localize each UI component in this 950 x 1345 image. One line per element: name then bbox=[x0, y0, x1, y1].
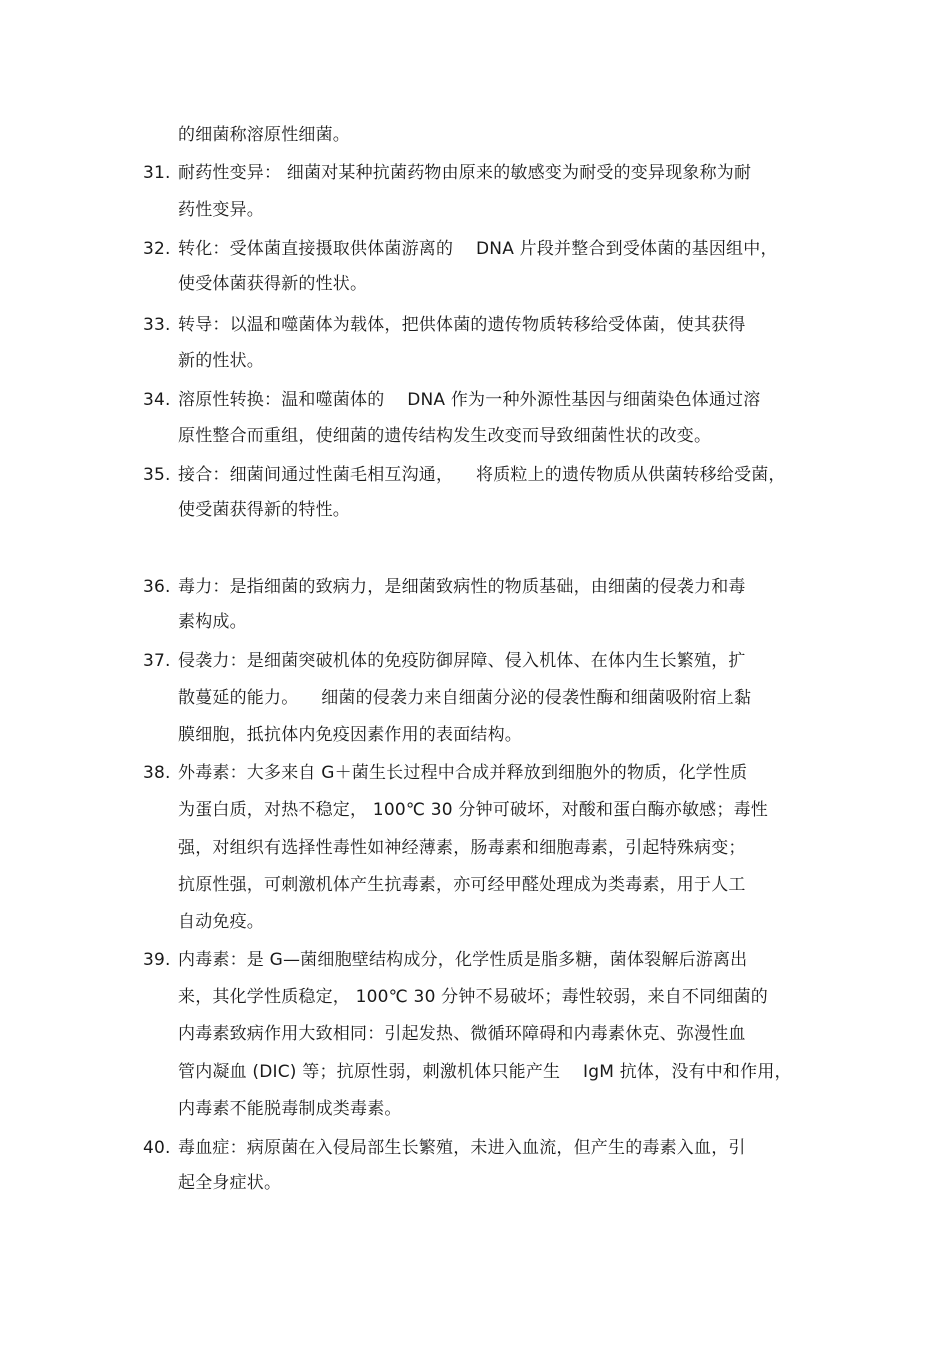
entry-34-line-1: 溶原性转换：温和噬菌体的 DNA 作为一种外源性基因与细菌染色体通过溶 bbox=[178, 390, 761, 410]
entry-36-line-1: 毒力：是指细菌的致病力，是细菌致病性的物质基础，由细菌的侵袭力和毒 bbox=[178, 577, 746, 597]
entry-35-line-2: 使受菌获得新的特性。 bbox=[178, 500, 350, 520]
entry-number-35: 35. bbox=[143, 465, 171, 485]
entry-number-39: 39. bbox=[143, 950, 171, 970]
entry-38-line-4: 抗原性强，可刺激机体产生抗毒素，亦可经甲醛处理成为类毒素，用于人工 bbox=[178, 875, 746, 895]
entry-number-31: 31. bbox=[143, 163, 171, 183]
entry-31-line-2: 药性变异。 bbox=[178, 200, 264, 220]
entry-39-line-5: 内毒素不能脱毒制成类毒素。 bbox=[178, 1099, 402, 1119]
entry-38-line-5: 自动免疫。 bbox=[178, 912, 264, 932]
intro-continuation-line: 的细菌称溶原性细菌。 bbox=[178, 125, 350, 145]
entry-33-line-2: 新的性状。 bbox=[178, 351, 264, 371]
entry-38-line-1: 外毒素：大多来自 G＋菌生长过程中合成并释放到细胞外的物质，化学性质 bbox=[178, 763, 748, 783]
entry-32-line-1: 转化：受体菌直接摄取供体菌游离的 DNA 片段并整合到受体菌的基因组中， bbox=[178, 239, 778, 259]
entry-36-line-2: 素构成。 bbox=[178, 612, 247, 632]
entry-40-line-2: 起全身症状。 bbox=[178, 1173, 282, 1193]
entry-40-line-1: 毒血症：病原菌在入侵局部生长繁殖，未进入血流，但产生的毒素入血，引 bbox=[178, 1138, 746, 1158]
entry-38-line-3: 强，对组织有选择性毒性如神经薄素，肠毒素和细胞毒素，引起特殊病变； bbox=[178, 838, 746, 858]
entry-34-line-2: 原性整合而重组，使细菌的遗传结构发生改变而导致细菌性状的改变。 bbox=[178, 426, 712, 446]
entry-33-line-1: 转导：以温和噬菌体为载体，把供体菌的遗传物质转移给受体菌，使其获得 bbox=[178, 315, 746, 335]
entry-39-line-1: 内毒素：是 G—菌细胞壁结构成分，化学性质是脂多糖，菌体裂解后游离出 bbox=[178, 950, 748, 970]
entry-number-37: 37. bbox=[143, 651, 171, 671]
entry-number-38: 38. bbox=[143, 763, 171, 783]
entry-number-34: 34. bbox=[143, 390, 171, 410]
entry-32-line-2: 使受体菌获得新的性状。 bbox=[178, 274, 368, 294]
entry-39-line-3: 内毒素致病作用大致相同：引起发热、微循环障碍和内毒素休克、弥漫性血 bbox=[178, 1024, 746, 1044]
entry-number-32: 32. bbox=[143, 239, 171, 259]
entry-37-line-1: 侵袭力：是细菌突破机体的免疫防御屏障、侵入机体、在体内生长繁殖，扩 bbox=[178, 651, 746, 671]
entry-37-line-2: 散蔓延的能力。 细菌的侵袭力来自细菌分泌的侵袭性酶和细菌吸附宿上黏 bbox=[178, 688, 752, 708]
entry-31-line-1: 耐药性变异： 细菌对某种抗菌药物由原来的敏感变为耐受的变异现象称为耐 bbox=[178, 163, 752, 183]
entry-35-line-1: 接合：细菌间通过性菌毛相互沟通， 将质粒上的遗传物质从供菌转移给受菌， bbox=[178, 465, 786, 485]
entry-number-33: 33. bbox=[143, 315, 171, 335]
entry-39-line-2: 来，其化学性质稳定， 100℃ 30 分钟不易破坏；毒性较弱，来自不同细菌的 bbox=[178, 987, 768, 1007]
entry-38-line-2: 为蛋白质，对热不稳定， 100℃ 30 分钟可破坏，对酸和蛋白酶亦敏感；毒性 bbox=[178, 800, 768, 820]
entry-39-line-4: 管内凝血 (DIC) 等；抗原性弱，刺激机体只能产生 IgM 抗体，没有中和作用， bbox=[178, 1062, 792, 1082]
entry-37-line-3: 膜细胞，抵抗体内免疫因素作用的表面结构。 bbox=[178, 725, 522, 745]
entry-number-40: 40. bbox=[143, 1138, 171, 1158]
entry-number-36: 36. bbox=[143, 577, 171, 597]
